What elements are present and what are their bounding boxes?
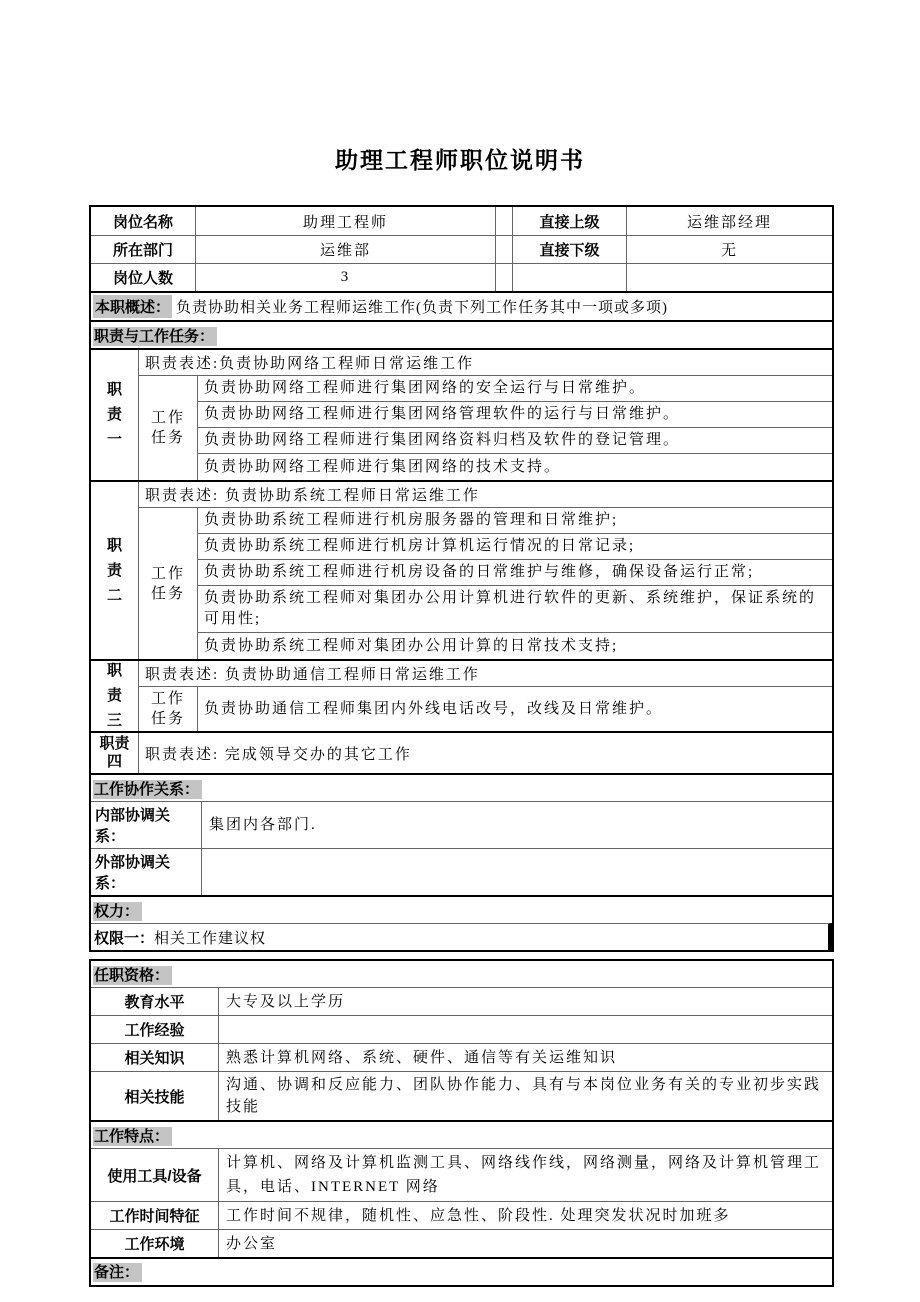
duty-2-block: [91, 480, 832, 659]
external-coordination-value: [201, 849, 832, 895]
education-label: 教育水平: [124, 994, 185, 1011]
info-row: [91, 263, 832, 291]
qualification-section-header: [91, 961, 832, 987]
duty-2-name: [91, 482, 139, 659]
duty-name-char: 职责: [99, 735, 130, 752]
environment-value: 办公室: [218, 1230, 832, 1257]
page-title: 助理工程师职位说明书: [335, 147, 585, 173]
duty-2-task-label: 工作任务: [139, 508, 198, 659]
duty-name-char: 四: [106, 753, 122, 770]
duty-task: 负责协助网络工程师进行集团网络的技术支持。: [204, 458, 562, 475]
empty-cell: [512, 264, 626, 291]
info-row: [91, 235, 832, 263]
duty-name-char: 责: [106, 687, 122, 704]
authority-item-value: 相关工作建议权: [154, 930, 267, 947]
duty-3-block: [91, 659, 832, 731]
skills-row: [91, 1071, 832, 1120]
qualification-header-label: 任职资格：: [93, 966, 172, 985]
duty-task: 负责协助网络工程师进行集团网络资料归档及软件的登记管理。: [198, 428, 832, 454]
duty-4-block: [91, 731, 832, 773]
info-table: [91, 207, 832, 291]
duty-name-char: 一: [106, 431, 122, 448]
knowledge-label: 相关知识: [124, 1050, 185, 1067]
overview-value: 负责协助相关业务工程师运维工作(负责下列工作任务其中一项或多项): [176, 300, 669, 316]
duty-task: 负责协助网络工程师进行集团网络管理软件的运行与日常维护。: [198, 402, 832, 428]
direct-subordinate-value: 无: [626, 236, 832, 263]
environment-label: 工作环境: [124, 1236, 185, 1253]
schedule-label: 工作时间特征: [109, 1208, 200, 1225]
duty-task: 负责协助系统工程师进行机房服务器的管理和日常维护;: [198, 508, 832, 534]
info-row: [91, 207, 832, 235]
headcount-label: 岗位人数: [112, 270, 173, 287]
authority-item-label: 权限一：: [94, 929, 155, 947]
experience-row: [91, 1015, 832, 1043]
internal-coordination-row: [91, 801, 832, 848]
direct-superior-label: 直接上级: [512, 207, 626, 235]
main-table-block: [89, 205, 834, 952]
duty-name-char: 职: [106, 662, 122, 679]
direct-superior-value: 运维部经理: [626, 207, 832, 235]
spacer-cell: [495, 264, 512, 291]
section-gap: [89, 952, 834, 959]
duty-4-statement: 职责表述: 完成领导交办的其它工作: [145, 746, 412, 763]
duty-name-char: 二: [106, 586, 122, 604]
schedule-value: 工作时间不规律，随机性、应急性、阶段性. 处理突发状况时加班多: [218, 1202, 832, 1229]
duty-task: 负责协助系统工程师进行机房计算机运行情况的日常记录;: [198, 534, 832, 560]
experience-label: 工作经验: [124, 1022, 185, 1039]
traits-header-label: 工作特点：: [93, 1127, 172, 1146]
duties-header-label: 职责与工作任务：: [93, 327, 217, 346]
environment-row: [91, 1229, 832, 1257]
position-name-label: 岗位名称: [112, 213, 173, 231]
external-coordination-label: 外部协调关系：: [95, 854, 171, 892]
department-label: 所在部门: [112, 242, 173, 259]
skills-label: 相关技能: [124, 1088, 185, 1106]
duty-task: 负责协助通信工程师集团内外线电话改号，改线及日常维护。: [204, 700, 664, 717]
external-coordination-row: [91, 848, 832, 895]
overview-row: [91, 291, 832, 320]
position-name-value: 助理工程师: [195, 207, 495, 235]
job-description-table: [89, 205, 834, 1287]
spacer-cell: [495, 207, 512, 235]
headcount-value: 3: [195, 264, 495, 291]
internal-coordination-label: 内部协调关系：: [95, 807, 171, 845]
duty-2-statement: 职责表述: 负责协助系统工程师日常运维工作: [139, 482, 832, 508]
duty-1-block: [91, 348, 832, 480]
experience-value: [218, 1016, 832, 1043]
duty-3-statement: 职责表述: 负责协助通信工程师日常运维工作: [139, 661, 832, 687]
authority-section-header: [91, 895, 832, 923]
department-value: 运维部: [195, 236, 495, 263]
remarks-label: 备注：: [93, 1263, 142, 1282]
qualification-table-block: [89, 959, 834, 1287]
duty-task: 负责协助系统工程师进行机房设备的日常维护与维修，确保设备运行正常;: [198, 560, 832, 586]
remarks-row: [91, 1257, 832, 1285]
duty-task: 负责协助系统工程师对集团办公用计算的日常技术支持;: [204, 637, 619, 654]
authority-item-row: [91, 923, 832, 950]
skills-value: 沟通、协调和反应能力、团队协作能力、具有与本岗位业务有关的专业初步实践技能: [218, 1072, 832, 1120]
education-value: 大专及以上学历: [218, 988, 832, 1015]
duty-name-char: 职: [106, 381, 122, 398]
duty-1-name: [91, 350, 139, 480]
collaboration-section-header: [91, 773, 832, 801]
duties-section-header: [91, 320, 832, 348]
duty-1-statement: 职责表述:负责协助网络工程师日常运维工作: [139, 350, 832, 376]
spacer-cell: [495, 236, 512, 263]
collaboration-header-label: 工作协作关系：: [93, 780, 202, 799]
schedule-row: [91, 1201, 832, 1229]
knowledge-row: [91, 1043, 832, 1071]
duty-task: 负责协助系统工程师对集团办公用计算机进行软件的更新、系统维护，保证系统的可用性;: [198, 586, 832, 633]
traits-section-header: [91, 1120, 832, 1148]
education-row: [91, 987, 832, 1015]
knowledge-value: 熟悉计算机网络、系统、硬件、通信等有关运维知识: [218, 1044, 832, 1071]
duty-1-task-label: 工作任务: [139, 376, 198, 480]
tools-label: 使用工具/设备: [107, 1167, 202, 1185]
tools-value: 计算机、网络及计算机监测工具、网络线作线，网络测量，网络及计算机管理工具，电话、INTERNET 网络: [218, 1149, 832, 1201]
overview-label: 本职概述：: [93, 295, 172, 318]
duty-3-task-label: 工作任务: [139, 687, 198, 731]
duty-task: 负责协助网络工程师进行集团网络的安全运行与日常维护。: [198, 376, 832, 402]
duty-name-char: 三: [106, 712, 122, 729]
duty-name-char: 责: [106, 561, 122, 579]
tools-row: [91, 1148, 832, 1201]
duty-3-name: [91, 661, 139, 731]
empty-cell: [626, 264, 832, 291]
duty-name-char: 责: [106, 406, 122, 423]
duty-4-name: [91, 733, 139, 773]
duty-name-char: 职: [106, 536, 122, 554]
authority-header-label: 权力：: [93, 902, 142, 921]
internal-coordination-value: 集团内各部门.: [201, 802, 832, 848]
direct-subordinate-label: 直接下级: [512, 236, 626, 263]
